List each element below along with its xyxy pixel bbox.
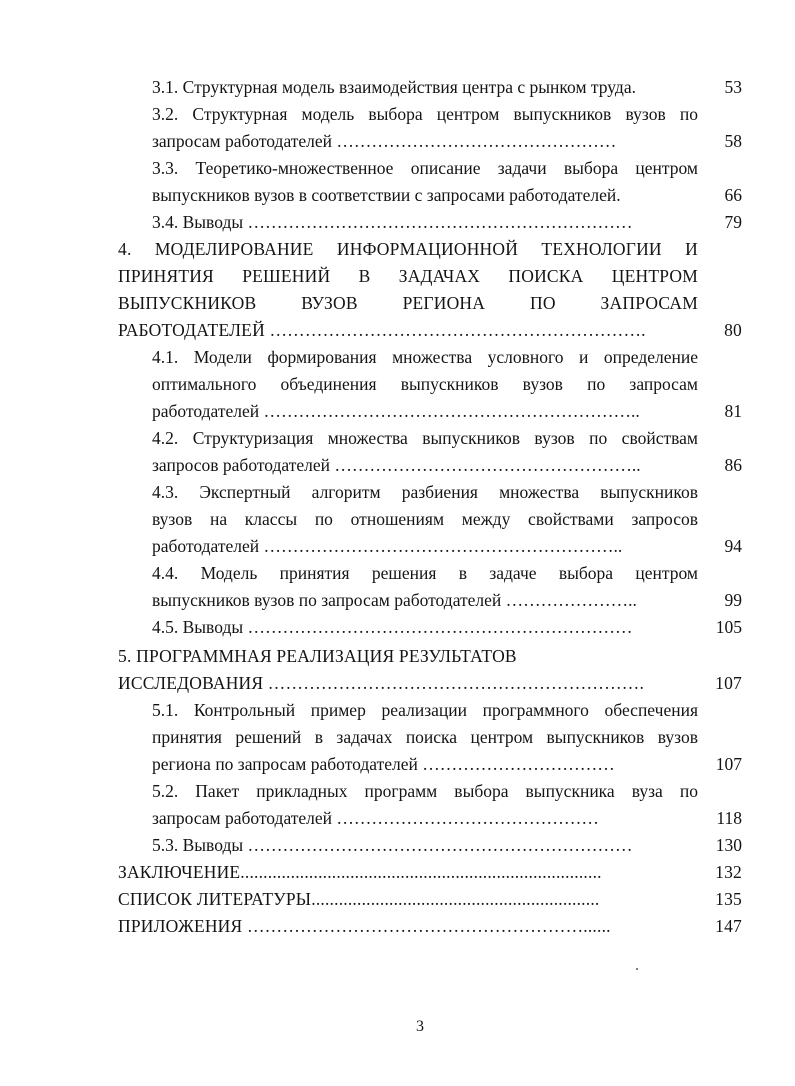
toc-entry [152, 614, 742, 641]
toc-entry [152, 560, 698, 587]
toc-entry [152, 155, 698, 182]
toc-entry-continuation [152, 587, 742, 614]
toc-entry-text: выпускников вузов по запросам работодателей ………………….. [152, 590, 637, 610]
toc-entry-text: выпускников вузов в соответствии с запросами работодателей. [152, 185, 621, 205]
toc-chapter-continuation [118, 263, 698, 290]
toc-entry-continuation [152, 751, 742, 778]
toc-entry-page: 132 [715, 862, 742, 882]
toc-entry-page: 107 [715, 754, 742, 774]
toc-entry-continuation [152, 724, 698, 751]
toc-entry-text: принятия решений в задачах поиска центром выпускников вузов [152, 727, 698, 747]
toc-entry-text: 5.1. Контрольный пример реализации программного обеспечения [152, 700, 698, 720]
toc-entry-text: 5.2. Пакет прикладных программ выбора выпускника вуза по [152, 781, 698, 801]
toc-entry-text: 3.4. Выводы ………………………………………………………… [152, 212, 633, 232]
toc-entry-text: РАБОТОДАТЕЛЕЙ ………………………………………………………. [118, 320, 646, 340]
toc-entry-text: запросам работодателей ………………………………………… [152, 131, 617, 151]
toc-entry-text: 4.1. Модели формирования множества условного и определение [152, 347, 698, 367]
toc-entry-text: вузов на классы по отношениям между свойствами запросов [152, 509, 698, 529]
toc-entry-text: 3.1. Структурная модель взаимодействия центра с рынком труда. [152, 77, 636, 97]
toc-entry-text: оптимального объединения выпускников вузов по запросам [152, 374, 698, 394]
toc-entry-text: запросов работодателей …………………………………………….. [152, 455, 641, 475]
toc-entry-continuation [152, 398, 742, 425]
toc-entry-page: 58 [724, 131, 742, 151]
toc-entry-continuation [152, 128, 742, 155]
toc-entry-page: 135 [715, 889, 742, 909]
toc-entry-text: ПРИЛОЖЕНИЯ …………………………………………………...... [118, 916, 611, 936]
toc-entry-text: СПИСОК ЛИТЕРАТУРЫ............................................................... [118, 889, 600, 909]
toc-entry-text: ЗАКЛЮЧЕНИЕ............................................................................... [118, 862, 602, 882]
toc-entry-page: 107 [715, 673, 742, 693]
toc-entry-text: 4.5. Выводы ………………………………………………………… [152, 617, 633, 637]
toc-entry-text: ПРИНЯТИЯ РЕШЕНИЙ В ЗАДАЧАХ ПОИСКА ЦЕНТРОМ [118, 266, 698, 286]
toc-entry [152, 209, 742, 236]
toc-entry-text: региона по запросам работодателей …………………………… [152, 754, 615, 774]
toc-entry-text: работодателей ……………………………………………………….. [152, 401, 640, 421]
toc-chapter [118, 913, 742, 940]
scan-speck [636, 968, 638, 970]
toc-entry-page: 81 [724, 401, 742, 421]
toc-entry-page: 80 [724, 320, 742, 340]
toc-chapter-continuation [118, 670, 742, 697]
toc-entry-continuation [152, 805, 742, 832]
toc-entry-page: 66 [724, 185, 742, 205]
toc-entry [152, 832, 742, 859]
toc-chapter-continuation [118, 317, 742, 344]
toc-entry-text: 3.3. Теоретико-множественное описание задачи выбора центром [152, 158, 698, 178]
toc-entry-text: ВЫПУСКНИКОВ ВУЗОВ РЕГИОНА ПО ЗАПРОСАМ [118, 293, 698, 313]
toc-entry-page: 105 [715, 617, 742, 637]
toc-entry-text: 4.4. Модель принятия решения в задаче выбора центром [152, 563, 698, 583]
toc-chapter [118, 859, 742, 886]
toc-entry-page: 130 [715, 835, 742, 855]
toc-chapter [118, 643, 698, 670]
toc-entry-page: 53 [724, 77, 742, 97]
toc-entry-continuation [152, 533, 742, 560]
toc-entry-text: 5.3. Выводы ………………………………………………………… [152, 835, 633, 855]
toc-entry-text: 4.3. Экспертный алгоритм разбиения множества выпускников [152, 482, 698, 502]
toc-entry-continuation [152, 371, 698, 398]
page-number: 3 [416, 1018, 424, 1035]
toc-chapter-continuation [118, 290, 698, 317]
toc-chapter [118, 886, 742, 913]
toc-entry [152, 344, 698, 371]
toc-entry [152, 101, 698, 128]
toc-entry [152, 74, 742, 101]
toc-entry-page: 99 [724, 590, 742, 610]
toc-entry-continuation [152, 182, 742, 209]
toc-entry-page: 118 [716, 808, 742, 828]
toc-entry-page: 147 [715, 916, 742, 936]
toc-entry-page: 94 [724, 536, 742, 556]
toc-entry-text: 4. МОДЕЛИРОВАНИЕ ИНФОРМАЦИОННОЙ ТЕХНОЛОГИИ И [118, 239, 698, 259]
toc-entry-text: запросам работодателей ……………………………………… [152, 808, 599, 828]
toc-chapter [118, 236, 698, 263]
toc-entry-continuation [152, 506, 698, 533]
toc-entry-text: работодателей …………………………………………………….. [152, 536, 623, 556]
toc-entry-text: 5. ПРОГРАММНАЯ РЕАЛИЗАЦИЯ РЕЗУЛЬТАТОВ [118, 646, 517, 666]
toc-entry-text: ИССЛЕДОВАНИЯ ………………………………………………………. [118, 673, 645, 693]
toc-entry [152, 697, 698, 724]
toc-entry-continuation [152, 452, 742, 479]
toc-entry [152, 778, 698, 805]
toc-entry [152, 479, 698, 506]
toc-entry-text: 4.2. Структуризация множества выпускников вузов по свойствам [152, 428, 698, 448]
toc-entry-text: 3.2. Структурная модель выбора центром выпускников вузов по [152, 104, 698, 124]
toc-entry-page: 79 [724, 212, 742, 232]
toc-entry [152, 425, 698, 452]
toc-entry-page: 86 [724, 455, 742, 475]
